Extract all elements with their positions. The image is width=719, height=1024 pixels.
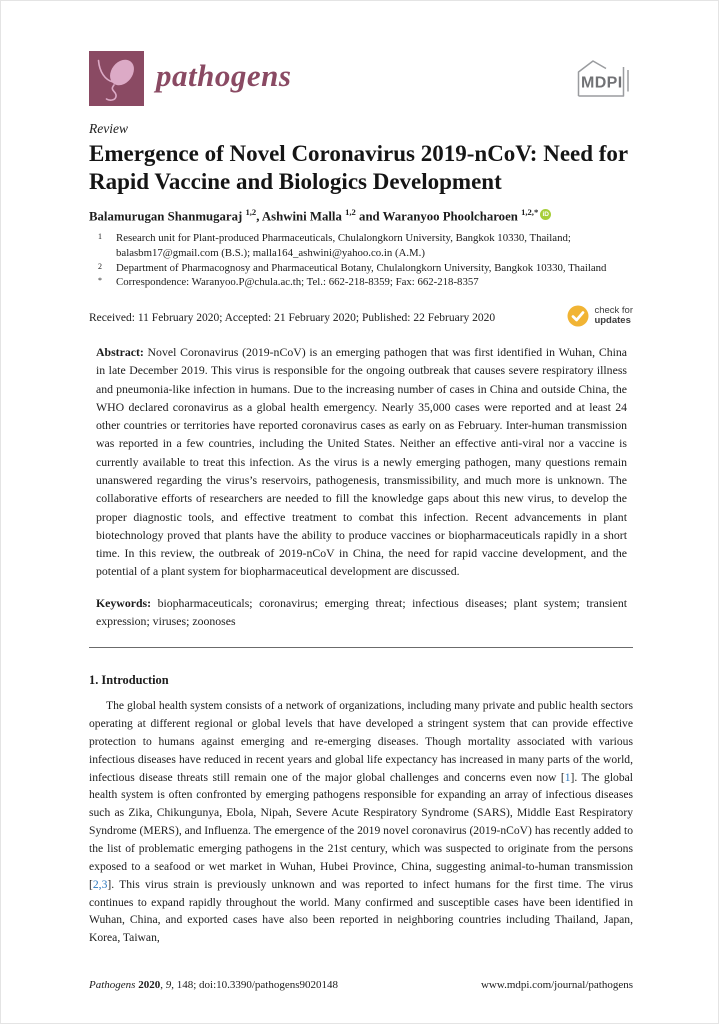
footer-journal-url[interactable]: www.mdpi.com/journal/pathogens [480, 979, 633, 991]
author-affil-sup: 1,2 [245, 207, 257, 218]
checkmark-icon [567, 305, 589, 327]
abstract-text: Novel Coronavirus (2019-nCoV) is an emerging pathogen that was first identified in Wuhan, China in late December 2019. This virus is responsible for the ongoing outbreak that causes severe respiratory illness and pneumonia-like infection in humans. Due to the increasing number of cases in China and outside China, the WHO declared coronavirus as a global health emergency. Nearly 35,000 cases were reported and at least 24 other countries or territories have reported coronavirus cases as early on as February. Inter-human transmission was reported in a few countries, including the United States. Neither an effective anti-viral nor a vaccine is currently available to treat this infection. As the virus is a newly emerging pathogen, many questions remain unanswered regarding the virus’s reservoirs, pathogenesis, transmissibility, and much more is unknown. The collaborative efforts of researchers are needed to fill the knowledge gaps about this new virus, to develop the proper diagnostic tools, and effective treatment to combat this infection. Recent advancements in plant biotechnology proved that plants have the ability to produce vaccines or biopharmaceuticals rapidly in a short time. In this review, the outbreak of 2019-nCoV in China, the need for rapid vaccine development, and the potential of a plant system for biopharmaceutical development are discussed. [96, 345, 627, 579]
mdpi-logo[interactable] [575, 57, 633, 101]
correspondence-item [89, 275, 633, 290]
dates-line: Received: 11 February 2020; Accepted: 21 February 2020; Published: 22 February 2020 [89, 312, 496, 325]
keywords [96, 594, 627, 631]
citation-link-2-3[interactable]: 2,3 [92, 877, 108, 891]
journal-brand[interactable] [89, 51, 291, 106]
correspondence-marker: * [98, 276, 102, 286]
affiliation-item [89, 261, 633, 276]
masthead [89, 51, 633, 106]
keywords-text: biopharmaceuticals; coronavirus; emerging threat; infectious diseases; plant system; transient expression; viruses; zoonoses [96, 595, 627, 628]
abstract-label: Abstract: [96, 345, 144, 360]
affiliation-item [89, 231, 633, 260]
journal-wordmark: pathogens [156, 57, 292, 93]
pathogens-logo-icon [89, 51, 144, 106]
section-divider [89, 647, 633, 648]
article-type-label: Review [89, 121, 128, 136]
abstract [96, 343, 627, 581]
affiliation-list [89, 231, 633, 290]
correspondence-text: Correspondence: Waranyoo.P@chula.ac.th; Tel.: 662-218-8359; Fax: 662-218-8357 [116, 276, 479, 289]
mdpi-logo-text: MDPI [581, 74, 623, 92]
section-heading-introduction: 1. Introduction [89, 673, 169, 688]
author-name: Ashwini Malla [261, 209, 346, 224]
affiliation-text: Department of Pharmacognosy and Pharmaceutical Botany, Chulalongkorn University, Bangkok 10330, Thailand [116, 261, 607, 274]
article-title: Emergence of Novel Coronavirus 2019-nCoV: Need for Rapid Vaccine and Biologics Development [89, 141, 628, 195]
dates-row [89, 305, 633, 327]
affiliation-marker: 2 [98, 261, 102, 271]
affiliation-text: Research unit for Plant-produced Pharmaceuticals, Chulalongkorn University, Bangkok 10330, Thailand; balasbm17@gmail.com (B.S.); malla164_ashwini@yahoo.co.in (A.M.) [116, 232, 571, 260]
keywords-label: Keywords: [96, 595, 152, 610]
author-affil-sup: 1,2,* [521, 207, 539, 218]
author-name: Balamurugan Shanmugaraj [89, 209, 246, 224]
authors-line: Balamurugan Shanmugaraj $^{1,2}$, Ashwini Malla $^{1,2}$ and Waranyoo Phoolcharoen $^{1,2,*}$ iD [89, 207, 633, 224]
author-affil-sup: 1,2 [345, 207, 356, 218]
footer-citation: Pathogens 2020, 9, 148; doi:10.3390/pathogens9020148 [89, 979, 339, 991]
orcid-icon[interactable]: iD [540, 209, 551, 220]
intro-paragraph: The global health system consists of a network of organizations, including many private and public health sectors operating at different regional or global levels that have developed a stringent system that can provide effective protection to humans against emerging and re-emerging diseases. Though mortality associated with various infectious diseases have reduced in recent years and global life expectancy has increased in many parts of the world, infectious disease threats still remain one of the major global challenges and concerns even now [1]. The global health system is often confronted by emerging pathogens responsible for expanding an array of infectious diseases such as Zika, Chikungunya, Ebola, Nipah, Severe Acute Respiratory Syndrome (SARS), Middle East Respiratory Syndrome (MERS), and Influenza. The emergence of the 2019 novel coronavirus (2019-nCoV) has recently added to the list of problematic emerging pathogens in the 21st century, which was suspected to originate from the persons exposed to a seafood or wet market in Wuhan, Hubei Province, China, suggesting animal-to-human transmission [2,3]. This virus strain is previously unknown and was reported to infect humans for the first time. The virus continues to expand rapidly throughout the world. Many confirmed and susceptible cases have been identified in Wuhan, China, and exported cases have also been reported in neighboring countries including Thailand, Japan, Korea, Taiwan, [89, 699, 634, 945]
check-for-updates-badge[interactable] [567, 305, 633, 327]
page-footer [89, 979, 633, 991]
author-name: Waranyoo Phoolcharoen [382, 209, 522, 224]
check-for-updates-label: check for updates [594, 304, 633, 327]
citation-link-1[interactable]: 1 [564, 770, 571, 784]
affiliation-marker: 1 [98, 232, 102, 242]
